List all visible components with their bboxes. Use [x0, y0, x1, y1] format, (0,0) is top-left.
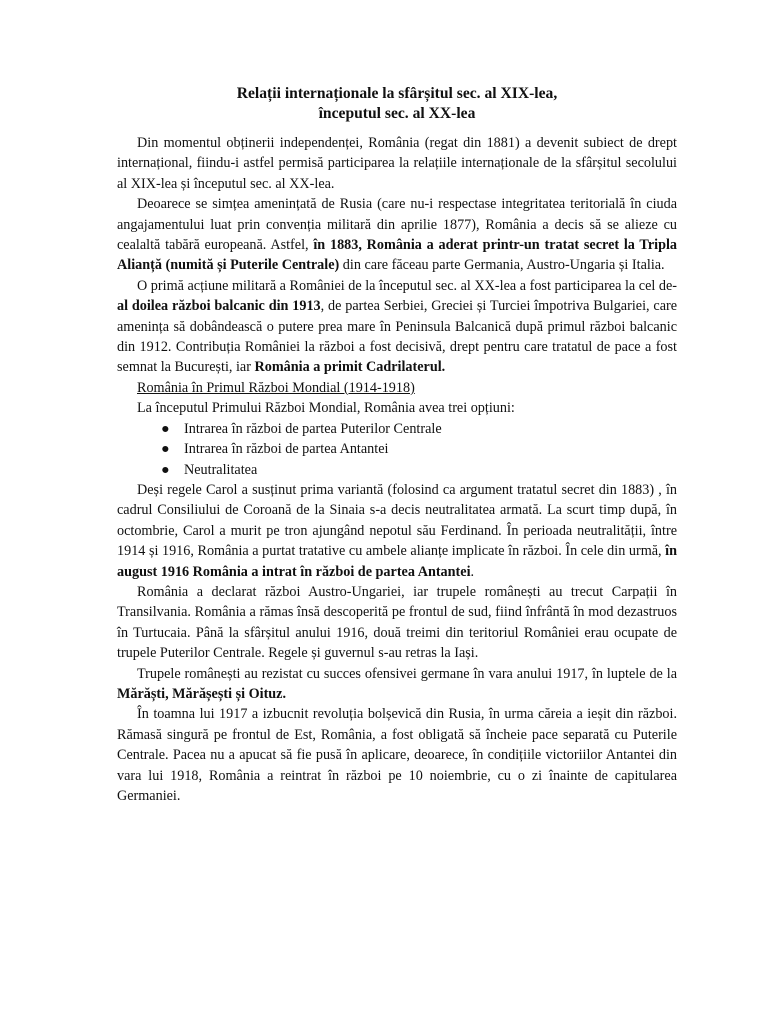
option-label: Neutralitatea	[184, 461, 258, 478]
p2-bold: în 1883, România a aderat printr-un tratat secret la Tripla Alianță (numită și Puterile Centrale)	[117, 237, 677, 274]
section-heading-wwi	[117, 378, 677, 398]
p7-text-a: Trupele românești au rezistat cu succes ofensivei germane în vara anului 1917, în luptele de la	[137, 665, 677, 682]
paragraph-neutrality	[117, 480, 677, 582]
p5-bold: în august 1916 România a intrat în război de partea Antantei	[117, 543, 677, 580]
p5-text-c: .	[470, 563, 475, 580]
list-item	[117, 419, 677, 439]
p3-bold-war: al doilea război balcanic din 1913	[117, 298, 321, 315]
title-line-1: Relații internaționale la sfârșitul sec. al XIX-lea,	[236, 85, 558, 102]
paragraph-independence: Din momentul obținerii independenței, România (regat din 1881) a devenit subiect de drept internațional, fiindu-i astfel permisă participarea la relațiile internaționale de la sfârșitul secolului al XIX-lea și începutul sec. al XX-lea.	[117, 135, 677, 192]
p2-text-a: Deoarece se simțea amenințată de Rusia (care nu-i respectase integritatea teritorială în ciuda angajamentului luat prin convenția militară din aprilie 1877), România a decis să se alieze cu cealaltă tabără europeană. Astfel,	[117, 196, 677, 254]
p7-bold: Mărăști, Mărășești și Oituz.	[117, 685, 287, 702]
paragraph-triple-alliance	[117, 194, 677, 276]
bullet-icon: ●	[161, 461, 170, 478]
list-item	[117, 439, 677, 459]
p3-bold-cadrilater: România a primit Cadrilaterul.	[254, 359, 446, 376]
paragraph-war-1916: România a declarat război Austro-Ungariei, iar trupele românești au trecut Carpații în Transilvania. România a rămas însă descoperită pe frontul de sud, fiind înfrântă în mod dezastruos în Turtucaia. Până la sfârșitul anului 1916, două treimi din teritoriul României erau ocupate de trupele Puterilor Centrale. Regele și guvernul s-au retras la Iași.	[117, 583, 677, 662]
options-list	[117, 419, 677, 480]
p3-text-c: , de partea Serbiei, Greciei și Turciei împotriva Bulgariei, care amenința să dobândească o putere prea mare în Peninsula Balcanică după primul război balcanic din 1912. Contribuția României la război a fost decisivă, drept pentru care tratatul de pace a fost semnat la București, iar	[117, 298, 678, 376]
option-label: Intrarea în război de partea Puterilor Centrale	[184, 420, 442, 437]
document-page	[117, 84, 677, 806]
bullet-icon: ●	[161, 441, 170, 458]
paragraph-1917-battles	[117, 664, 677, 705]
option-label: Intrarea în război de partea Antantei	[184, 441, 389, 458]
p5-text-a: Deși regele Carol a susținut prima variantă (folosind ca argument tratatul secret din 1883) , în cadrul Consiliului de Coroană de la Sinaia s-a decis neutralitatea armată. La scurt timp după, în octombrie, Carol a murit pe tron ajungând nepotul său Ferdinand. În perioada neutralității, între 1914 și 1916, România a purtat tratative cu ambele alianțe implicate în război. În cele din urmă,	[117, 481, 677, 560]
bullet-icon: ●	[161, 420, 170, 437]
paragraph-options-intro: La începutul Primului Război Mondial, România avea trei opțiuni:	[137, 400, 515, 417]
paragraph-1918: În toamna lui 1917 a izbucnit revoluția bolșevică din Rusia, în urma căreia a ieșit din război. Rămasă singură pe frontul de Est, România, a fost obligată să încheie pace separată cu Puterile Centrale. Pacea nu a apucat să fie pusă în aplicare, deoarece, în condițiile victoriilor Antantei din vara lui 1918, România a reintrat în război pe 10 noiembrie, cu o zi înainte de capitularea Germaniei.	[117, 706, 677, 804]
section-heading-text: România în Primul Război Mondial (1914-1918)	[137, 379, 415, 396]
p2-text-c: din care făceau parte Germania, Austro-Ungaria și Italia.	[339, 257, 665, 274]
title-line-2: începutul sec. al XX-lea	[318, 105, 476, 122]
document-title	[117, 84, 677, 124]
paragraph-balkan-war	[117, 276, 677, 378]
p3-text-a: O primă acțiune militară a României de la începutul sec. al XX-lea a fost participarea la cel de-	[137, 277, 677, 294]
list-item	[117, 460, 677, 480]
